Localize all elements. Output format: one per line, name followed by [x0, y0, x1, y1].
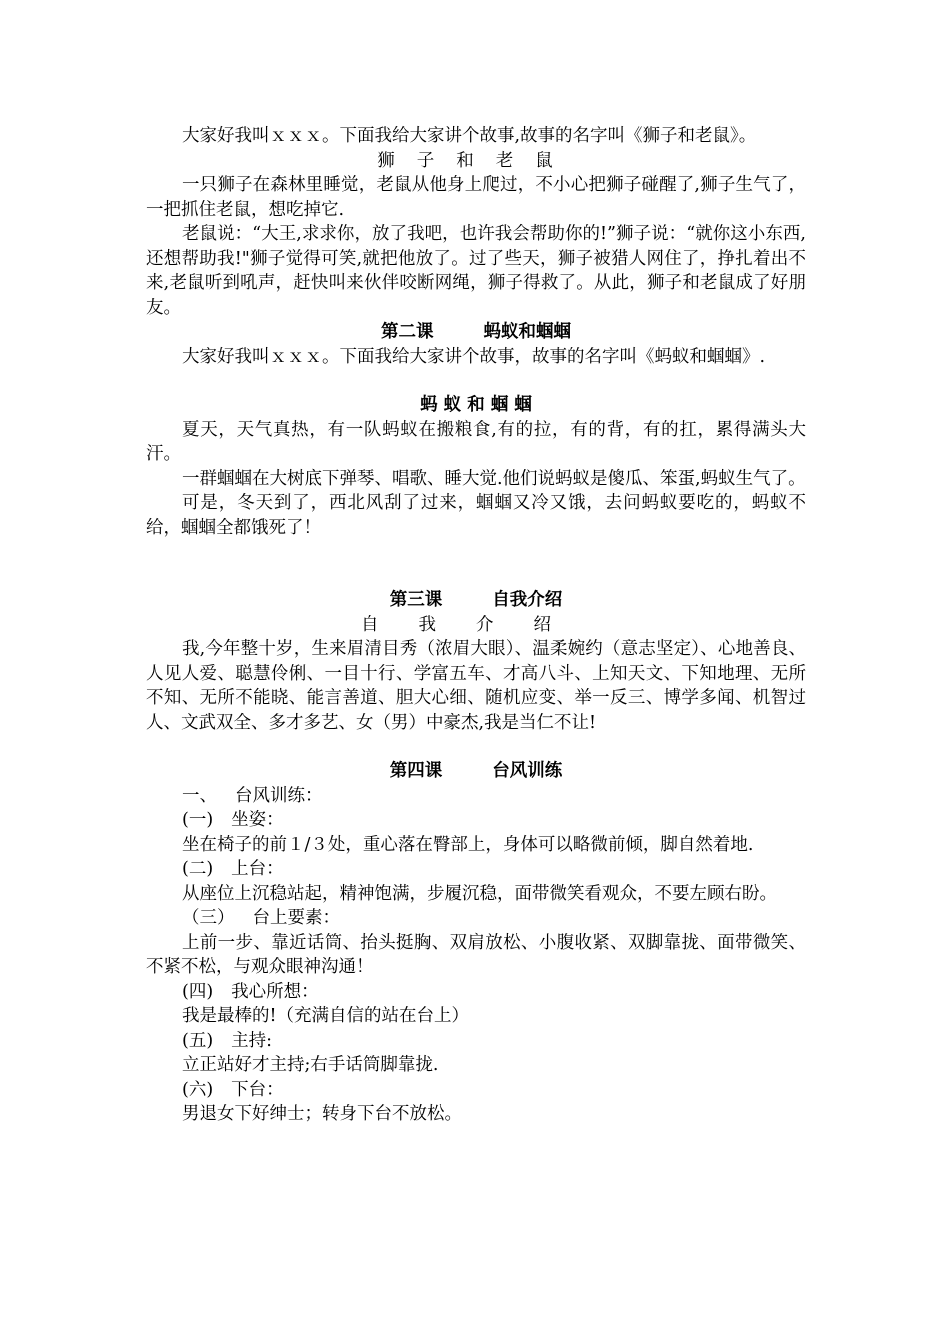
- lesson4-heading: [146, 759, 806, 784]
- item-heading: （三） 台上要素：: [182, 908, 340, 928]
- item-text: 立正站好才主持;右手话筒脚靠拢.: [182, 1055, 439, 1075]
- item-heading: (四) 我心所想：: [182, 981, 319, 1002]
- item-heading: (一) 坐姿：: [182, 810, 284, 830]
- lesson3-name: 自我介绍: [492, 590, 563, 610]
- lesson4-name: 台风训练: [492, 761, 563, 781]
- document-body: [146, 124, 806, 1127]
- lesson2-story-title: 蚂 蚁 和 蝈 蝈: [420, 395, 532, 415]
- lesson1-paragraph: 一只狮子在森林里睡觉，老鼠从他身上爬过，不小心把狮子碰醒了,狮子生气了，一把抓住老鼠，想吃掉它.: [146, 175, 806, 220]
- lesson2-intro: 大家好我叫ｘｘｘ。下面我给大家讲个故事，故事的名字叫《蚂蚁和蝈蝈》.: [182, 346, 766, 367]
- item-text: 男退女下好绅士；转身下台不放松。: [182, 1104, 462, 1124]
- item-text: 从座位上沉稳站起，精神饱满，步履沉稳，面带微笑看观众，不要左顾右盼。: [182, 883, 777, 904]
- item-heading: (六) 下台：: [182, 1079, 284, 1100]
- lesson2-paragraph: 一群蝈蝈在大树底下弹琴、唱歌、睡大觉.他们说蚂蚁是傻瓜、笨蛋,蚂蚁生气了。: [182, 468, 806, 489]
- item-text: 我是最棒的!（充满自信的站在台上）: [182, 1006, 470, 1026]
- item-text: 坐在椅子的前１/３处，重心落在臀部上，身体可以略微前倾，脚自然着地.: [182, 834, 754, 855]
- lesson1-story-title: 狮子和老鼠: [377, 150, 575, 171]
- lesson3-heading: [146, 588, 806, 613]
- lesson3-title: 自我介绍: [361, 614, 591, 635]
- lesson2-name: 蚂蚁和蝈蝈: [483, 322, 571, 342]
- lesson1-intro: 大家好我叫ｘｘｘ。下面我给大家讲个故事,故事的名字叫《狮子和老鼠》。: [182, 126, 757, 146]
- lesson2-heading: [146, 320, 806, 345]
- item-heading: (二) 上台：: [182, 859, 284, 879]
- lesson4-label: 第四课: [389, 761, 443, 781]
- lesson3-label: 第三课: [389, 590, 443, 610]
- item-heading: (五) 主持:: [182, 1030, 273, 1051]
- item-text: 上前一步、靠近话筒、抬头挺胸、双肩放松、小腹收紧、双脚靠拢、面带微笑、不紧不松，与观众眼神沟通！: [146, 932, 806, 977]
- lesson3-paragraph: 我,今年整十岁，生来眉清目秀（浓眉大眼）、温柔婉约（意志坚定）、心地善良、人见人爱、聪慧伶俐、一目十行、学富五车、才高八斗、上知天文、下知地理、无所不知、无所不能晓、能言善道、胆大心细、随机应变、举一反三、博学多闻、机智过人、文武双全、多才多艺、女（男）中豪杰,我是当仁不让!: [146, 639, 806, 733]
- lesson2-label: 第二课: [381, 322, 434, 342]
- lesson2-paragraph: 可是，冬天到了，西北风刮了过来，蝈蝈又冷又饿，去问蚂蚁要吃的，蚂蚁不给，蝈蝈全都饿死了！: [146, 493, 806, 538]
- lesson1-paragraph: 老鼠说：“大王,求求你，放了我吧，也许我会帮助你的!”狮子说：“就你这小东西,还想帮助我!"狮子觉得可笑,就把他放了。过了些天，狮子被猎人网住了，挣扎着出不来,老鼠听到吼声，赶快叫来伙伴咬断网绳，狮子得救了。从此，狮子和老鼠成了好朋友。: [146, 224, 806, 318]
- lesson4-section-heading: 一、 台风训练：: [182, 785, 323, 806]
- lesson2-paragraph: 夏天，天气真热，有一队蚂蚁在搬粮食,有的拉，有的背，有的扛，累得满头大汗。: [146, 419, 806, 464]
